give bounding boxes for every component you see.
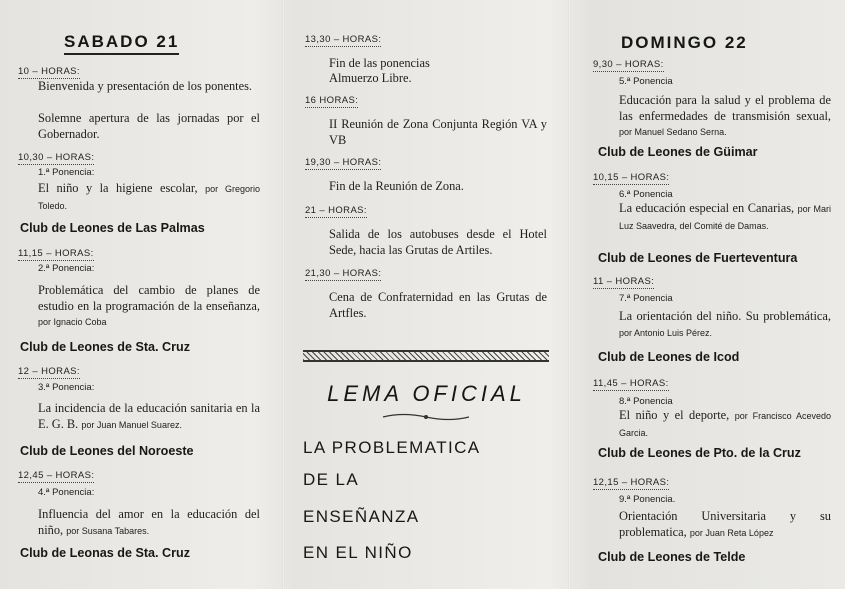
session-text: Influencia del amor en la educación del niño, [38,507,260,537]
session-text: Educación para la salud y el problema de las enfermedades de transmisión sexual, [619,93,831,123]
session-text: Almuerzo Libre. [329,71,412,85]
ponencia-label: 7.ª Ponencia [619,293,673,304]
club-name: Club de Leones de Icod [598,350,740,364]
session-description [38,79,260,95]
session-description [38,181,260,214]
ponencia-label: 5.ª Ponencia [619,76,673,87]
session-description [619,309,831,341]
session-description [329,290,547,321]
session-description [38,401,260,433]
session-time: 11 – HORAS: [593,276,655,287]
session-text: Fin de las ponencias [329,56,430,70]
session-text: Salida de los autobuses desde el Hotel Sede, hacia las Grutas de Artiles. [329,227,547,257]
session-description [329,227,547,258]
session-time: 9,30 – HORAS: [593,59,664,70]
club-name: Club de Leones de Pto. de la Cruz [598,446,801,460]
speaker-name: por Manuel Sedano Serna. [619,127,727,138]
session-text: El niño y el deporte, [619,408,730,422]
session-description [329,56,547,72]
session-time: 12,15 – HORAS: [593,477,670,488]
ponencia-label: 9.ª Ponencia. [619,494,676,505]
session-text: Bienvenida y presentación de los ponentes. [38,79,253,93]
ponencia-label: 3.ª Ponencia: [38,382,95,393]
session-description [38,111,260,142]
session-description [329,179,547,195]
ponencia-label: 2.ª Ponencia: [38,263,95,274]
session-text: El niño y la higiene escolar, [38,181,198,195]
middle-column [285,0,568,589]
session-time: 19,30 – HORAS: [305,157,382,168]
session-time: 10 – HORAS: [18,66,80,77]
motto-line: LA PROBLEMATICA [303,438,481,457]
session-time: 11,45 – HORAS: [593,378,669,389]
session-description [619,509,831,541]
ornament-flourish [381,412,471,422]
session-time: 11,15 – HORAS: [18,248,94,259]
session-time: 13,30 – HORAS: [305,34,382,45]
motto-line: ENSEÑANZA [303,507,420,526]
session-time: 12 – HORAS: [18,366,80,377]
speaker-name: por Ignacio Coba [38,317,107,328]
saturday-column [0,0,282,589]
session-description [329,71,547,87]
ponencia-label: 4.ª Ponencia: [38,487,95,498]
session-text: Fin de la Reunión de Zona. [329,179,464,193]
session-description [619,93,831,141]
sunday-heading: DOMINGO 22 [621,33,748,52]
ponencia-label: 8.ª Ponencia [619,396,673,407]
club-name: Club de Leones de Güimar [598,145,758,159]
club-name: Club de Leones de Telde [598,550,746,564]
session-text: II Reunión de Zona Conjunta Región VA y VB [329,117,547,147]
club-name: Club de Leones del Noroeste [20,444,194,458]
motto-line: EN EL NIÑO [303,543,413,562]
session-text: Problemática del cambio de planes de estudio en la programación de la enseñanza, [38,283,260,313]
club-name: Club de Leones de Las Palmas [20,221,205,235]
session-time: 12,45 – HORAS: [18,470,95,481]
session-time: 10,30 – HORAS: [18,152,95,163]
club-name: Club de Leones de Sta. Cruz [20,340,191,354]
saturday-heading: SABADO 21 [64,32,179,55]
speaker-name: por Gregorio Toledo. [38,184,260,211]
session-text: Solemne apertura de las jornadas por el Gobernador. [38,111,260,141]
session-description [619,408,831,441]
session-time: 10,15 – HORAS: [593,172,670,183]
speaker-name: por Mari Luz Saavedra, del Comité de Damas. [619,204,831,231]
club-name: Club de Leonas de Sta. Cruz [20,546,191,560]
session-time: 21 – HORAS: [305,205,367,216]
motto-line: DE LA [303,470,360,489]
session-text: La orientación del niño. Su problemática, [619,309,831,323]
session-description [38,507,260,539]
club-name: Club de Leones de Fuerteventura [598,251,798,265]
speaker-name: por Juan Manuel Suarez. [81,419,182,430]
session-time: 16 HORAS: [305,95,359,106]
session-description [329,117,547,148]
session-time: 21,30 – HORAS: [305,268,382,279]
speaker-name: por Susana Tabares. [66,525,150,536]
speaker-name: por Antonio Luis Pérez. [619,327,713,338]
ponencia-label: 6.ª Ponencia [619,189,673,200]
decorative-border [303,350,549,362]
session-description [619,201,831,234]
sunday-column [571,0,845,589]
ponencia-label: 1.ª Ponencia: [38,167,95,178]
session-text: Orientación Universitaria y su problematica, [619,509,831,539]
session-description [38,283,260,331]
session-text: Cena de Confraternidad en las Grutas de Artfles. [329,290,547,320]
lema-heading: LEMA OFICIAL [327,381,526,406]
speaker-name: por Juan Reta López [689,527,774,538]
session-text: La educación especial en Canarias, [619,201,795,215]
speaker-name: por Francisco Acevedo Garcia. [619,411,831,438]
session-text: La incidencia de la educación sanitaria en la E. G. B. [38,401,260,431]
